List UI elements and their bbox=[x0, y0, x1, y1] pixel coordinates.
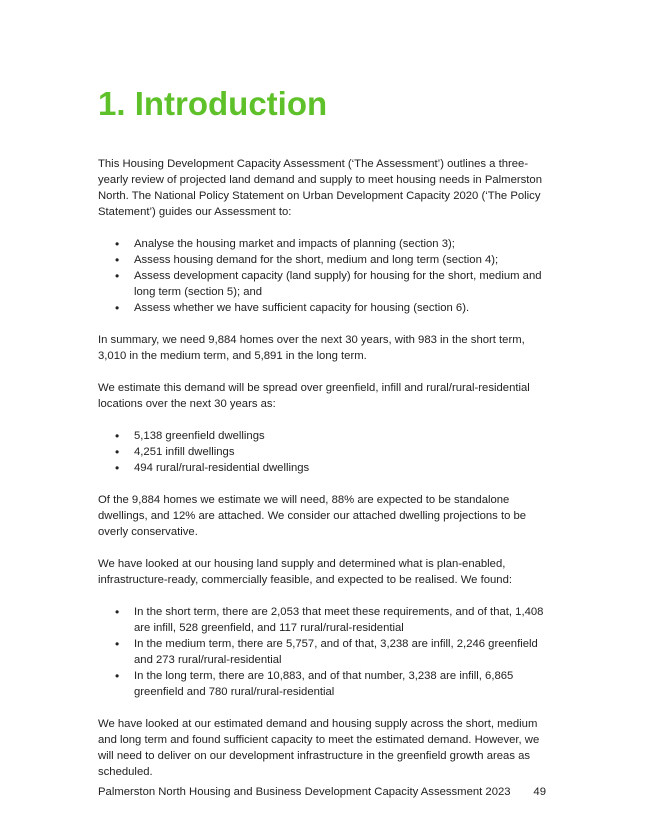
page-footer bbox=[98, 784, 546, 800]
bullet-icon: • bbox=[115, 669, 120, 683]
bullet-icon: • bbox=[115, 637, 120, 651]
supply-intro-paragraph: We have looked at our housing land supply and determined what is plan-enabled, infrastructure-ready, commercially feasible, and expected to be realised. We found: bbox=[98, 558, 513, 586]
spread-list bbox=[98, 428, 548, 476]
spread-intro-paragraph: We estimate this demand will be spread over greenfield, infill and rural/rural-residential locations over the next 30 years as: bbox=[98, 382, 530, 410]
page-title: 1. Introduction bbox=[98, 85, 328, 122]
list-item: • Analyse the housing market and impacts of planning (section 3); bbox=[115, 237, 455, 251]
bullet-icon: • bbox=[115, 605, 120, 619]
supply-list bbox=[98, 604, 548, 700]
bullet-icon: • bbox=[115, 269, 120, 283]
page-body bbox=[98, 156, 548, 796]
page-number: 49 bbox=[533, 786, 546, 798]
footer-title: Palmerston North Housing and Business Development Capacity Assessment 2023 bbox=[98, 786, 511, 798]
bullet-icon: • bbox=[115, 445, 120, 459]
dwelling-mix-paragraph: Of the 9,884 homes we estimate we will need, 88% are expected to be standalone dwellings, and 12% are attached. We consider our attached dwelling projections to be overly conservative. bbox=[98, 494, 527, 538]
conclusion-paragraph: We have looked at our estimated demand and housing supply across the short, medium and long term and found sufficient capacity to meet the estimated demand. However, we will need to deliver on our development infrastructure in the greenfield growth areas as scheduled. bbox=[98, 718, 540, 778]
list-item: • Assess whether we have sufficient capacity for housing (section 6). bbox=[115, 301, 470, 315]
list-item: • 4,251 infill dwellings bbox=[115, 445, 235, 459]
bullet-icon: • bbox=[115, 461, 120, 475]
bullet-icon: • bbox=[115, 237, 120, 251]
bullet-icon: • bbox=[115, 301, 120, 315]
list-item: • 494 rural/rural-residential dwellings bbox=[115, 461, 310, 475]
summary-paragraph: In summary, we need 9,884 homes over the next 30 years, with 983 in the short term, 3,010 in the medium term, and 5,891 in the long term. bbox=[98, 334, 525, 362]
list-item: • In the long term, there are 10,883, and of that number, 3,238 are infill, 6,865 greenfield and 780 rural/rural-residential bbox=[115, 669, 514, 698]
list-item: • In the short term, there are 2,053 that meet these requirements, and of that, 1,408 are infill, 528 greenfield, and 117 rural/rural-residential bbox=[115, 605, 544, 634]
bullet-icon: • bbox=[115, 253, 120, 267]
list-item: • Assess housing demand for the short, medium and long term (section 4); bbox=[115, 253, 499, 267]
aims-list bbox=[98, 236, 548, 316]
list-item: • In the medium term, there are 5,757, and of that, 3,238 are infill, 2,246 greenfield and 273 rural/rural-residential bbox=[115, 637, 538, 666]
bullet-icon: • bbox=[115, 429, 120, 443]
list-item: • 5,138 greenfield dwellings bbox=[115, 429, 265, 443]
intro-paragraph: This Housing Development Capacity Assessment (‘The Assessment’) outlines a three-yearly review of projected land demand and supply to meet housing needs in Palmerston North. The National Policy Statement on Urban Development Capacity 2020 (‘The Policy Statement’) guides our Assessment to: bbox=[98, 158, 542, 218]
list-item: • Assess development capacity (land supply) for housing for the short, medium and long term (section 5); and bbox=[115, 269, 542, 298]
